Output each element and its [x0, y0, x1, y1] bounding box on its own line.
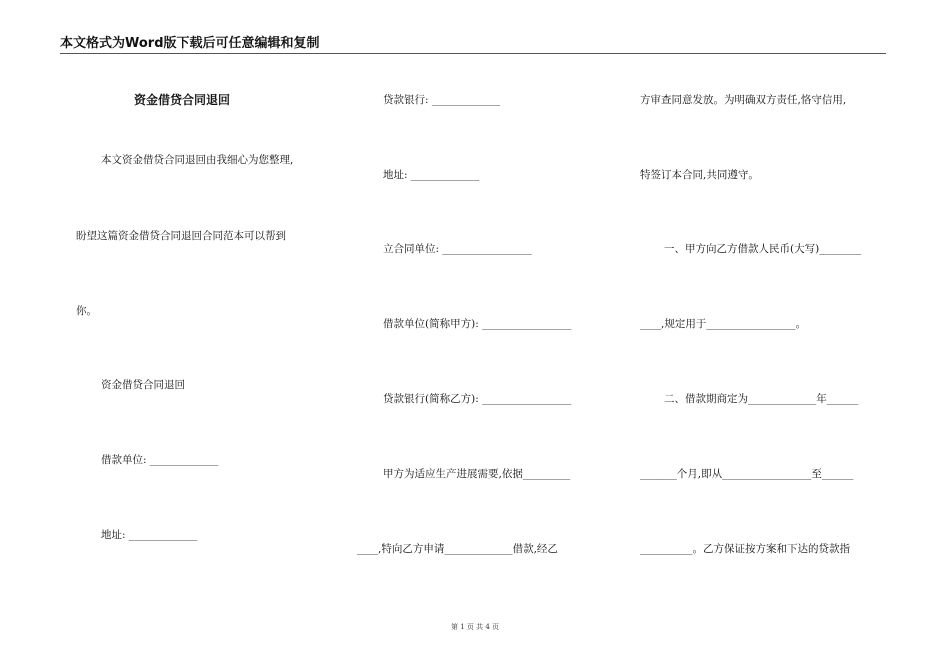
form-field-line: 借款单位: _____________: [101, 454, 219, 466]
clause-line: 一、甲方向乙方借款人民币(大写)________: [664, 243, 862, 255]
clause-line: __________。乙方保证按方案和下达的贷款指: [640, 543, 850, 555]
clause-line: ____,规定用于_________________。: [640, 318, 807, 330]
clause-line: 二、借款期商定为_____________年______: [664, 393, 859, 405]
header-divider: [60, 53, 886, 54]
body-line: 本文资金借贷合同退回由我细心为您整理,: [101, 154, 294, 166]
form-field-line: 贷款银行(简称乙方): _________________: [383, 393, 572, 405]
form-field-line: 贷款银行: _____________: [383, 94, 501, 106]
form-field-line: 地址: _____________: [383, 169, 480, 181]
section-heading: 资金借贷合同退回: [101, 379, 185, 391]
body-line: 方审查同意发放。为明确双方责任,恪守信用,: [640, 94, 847, 106]
clause-line: _______个月,即从_________________至______: [640, 468, 854, 480]
document-header: 本文格式为Word版下载后可任意编辑和复制: [60, 36, 320, 51]
body-line: 你。: [76, 305, 97, 317]
form-field-line: 立合同单位: _________________: [383, 243, 532, 255]
page-number: 第 1 页 共 4 页: [450, 623, 500, 631]
body-line: 特签订本合同,共同遵守。: [640, 169, 759, 181]
body-line: ____,特向乙方申请_____________借款,经乙: [357, 543, 558, 555]
form-field-line: 借款单位(简称甲方): _________________: [383, 318, 572, 330]
form-field-line: 地址: _____________: [101, 529, 198, 541]
document-title: 资金借贷合同退回: [134, 93, 231, 107]
body-line: 甲方为适应生产进展需要,依据_________: [383, 468, 571, 480]
body-line: 盼望这篇资金借贷合同退回合同范本可以帮到: [76, 230, 286, 242]
